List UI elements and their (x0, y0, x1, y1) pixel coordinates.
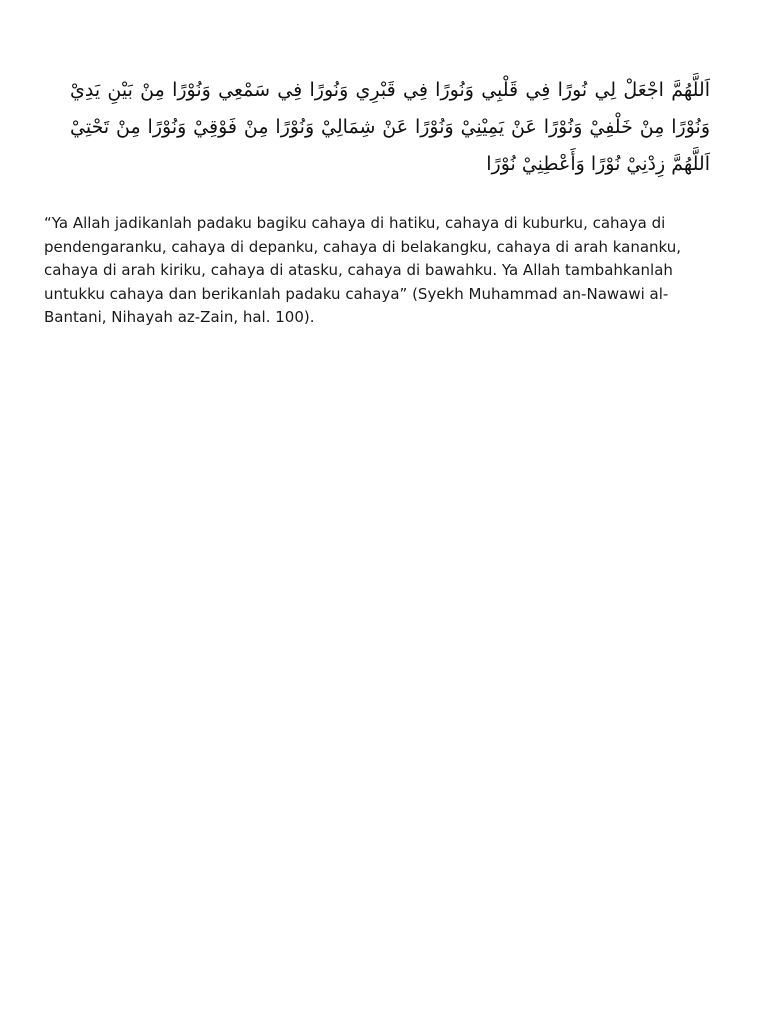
arabic-prayer-text: اَللَّهُمَّ اجْعَلْ لِي نُورًا فِي قَلْبِي وَنُورًا فِي قَبْرِي وَنُورًا فِي سَمْعِي وَنُوْرًا مِنْ بَيْنِ يَدِيْ وَنُوْرًا مِنْ خَلْفِيْ وَنُوْرًا عَنْ يَمِيْنِيْ وَنُوْرًا عَنْ شِمَالِيْ وَنُوْرًا مِنْ فَوْقِيْ وَنُوْرًا مِنْ تَحْتِيْ اَللَّهُمَّ زِدْنِيْ نُوْرًا وَأَعْطِنِيْ نُوْرًا (70, 79, 710, 175)
translation-paragraph: “Ya Allah jadikanlah padaku bagiku cahaya di hatiku, cahaya di kuburku, cahaya di pendengaranku, cahaya di depanku, cahaya di belakangku, cahaya di arah kananku, cahaya di arah kiriku, cahaya di atasku, cahaya di bawahku. Ya Allah tambahkanlah untukku cahaya dan berikanlah padaku cahaya” (Syekh Muhammad an-Nawawi al-Bantani, Nihayah az-Zain, hal. 100). (44, 214, 682, 326)
